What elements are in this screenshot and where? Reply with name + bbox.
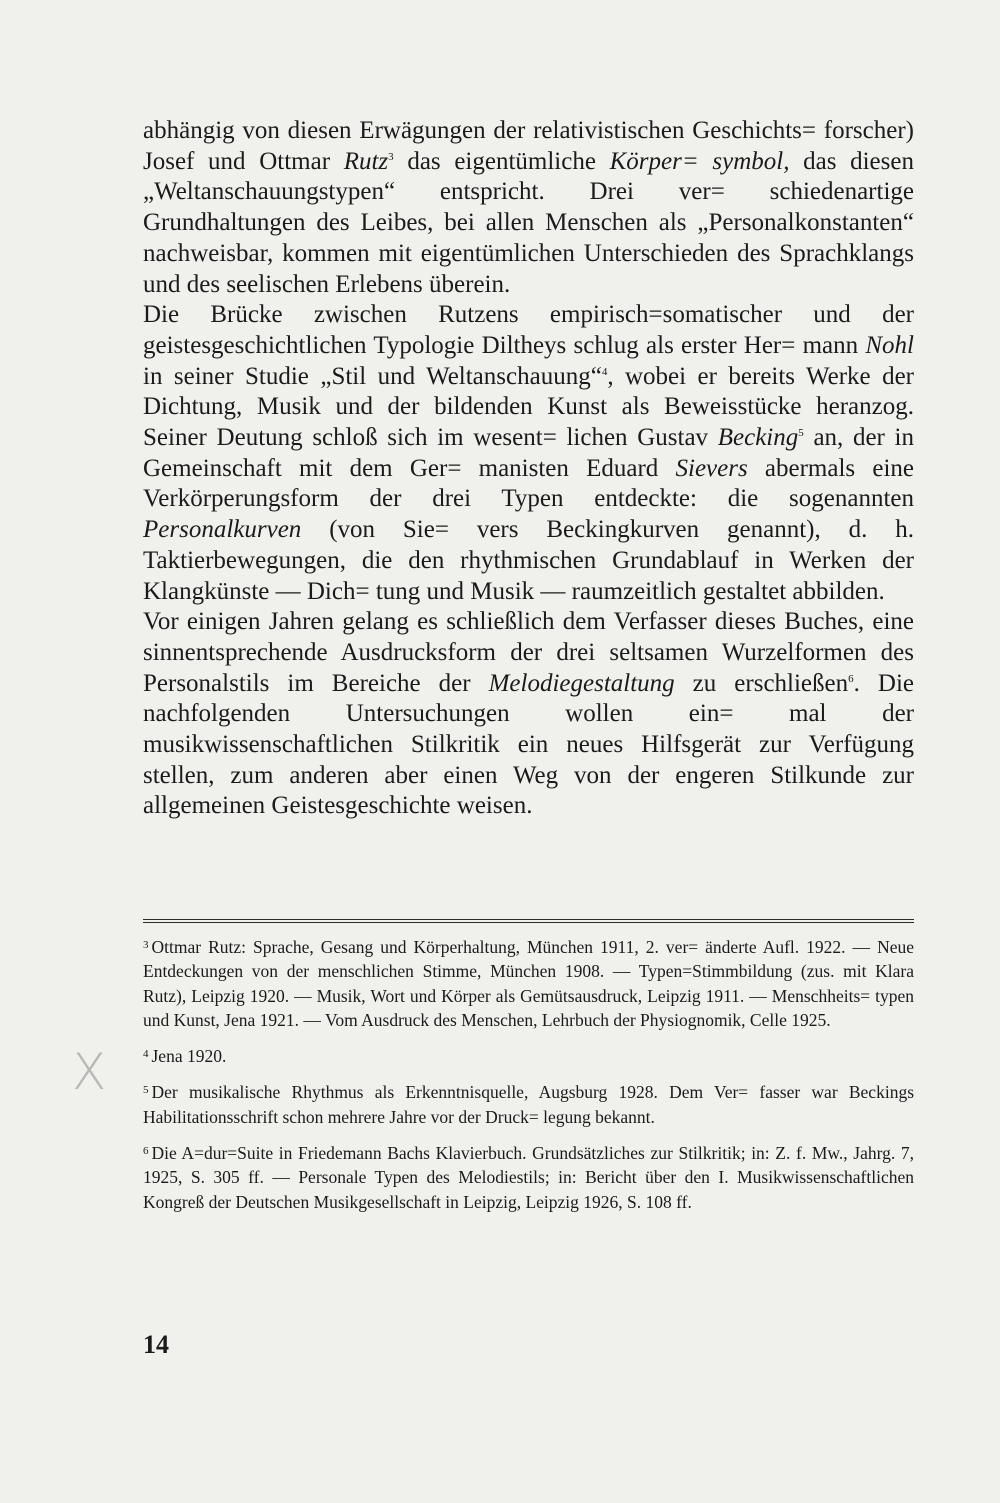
text-run: , wobei er bereits Werke der Dichtung, Musik und der bildenden Kunst als Beweisstücke heranzog. Seiner Deutung schloß sich im wesent= lichen Gustav — [143, 362, 914, 452]
text-run: Die Brücke zwischen Rutzens empirisch=somatischer und der geistesgeschichtlichen Typologie Diltheys schlug als erster Her= mann — [143, 301, 914, 359]
text-run: an, der in Gemeinschaft mit dem Ger= manisten Eduard — [143, 424, 915, 482]
footnotes — [143, 933, 914, 1224]
text-run: Vor einigen Jahren gelang es schließlich dem Verfasser dieses Buches, eine sinnentsprechende Ausdrucksform der drei seltsamen Wurzelformen des Personalstils im Bereiche der — [143, 608, 914, 697]
text-run: zu erschließen — [674, 669, 849, 697]
footnote-text: Jena 1920. — [151, 1046, 227, 1067]
footnote-number: 3 — [143, 939, 149, 951]
footnote-ref[interactable]: 5 — [798, 427, 804, 440]
page-number: 14 — [143, 1330, 169, 1359]
text-run: abhängig von diesen Erwägungen der relativistischen Geschichts= forscher) Josef und Ottmar — [143, 117, 914, 175]
footnote-3 — [143, 933, 914, 1032]
footnote-ref[interactable]: 6 — [848, 672, 854, 685]
text-run: abermals eine Verkörperungsform der drei Typen entdeckte: die sogenannten — [143, 454, 914, 513]
text-run: das diesen „Weltanschauungstypen“ entspricht. Drei ver= schiedenartige Grundhaltungen des Leibes, bei allen Menschen als „Personalkonstanten“ nachweisbar, kommen mit eigentümlichen Unterschieden des Sprachklangs und des seelischen Erlebens überein. — [143, 147, 914, 298]
emphasis: Nohl — [865, 331, 914, 359]
emphasis: Personalkurven — [143, 516, 302, 544]
text-run: . Die nachfolgenden Untersuchungen wollen ein= mal der musikwissenschaftlichen Stilkritik ein neues Hilfsgerät zur Verfügung stellen, zum anderen aber einen Weg von der engeren Stilkunde zur allgemeinen Geistesgeschichte weisen. — [143, 669, 914, 820]
footnote-text: Ottmar Rutz: Sprache, Gesang und Körperhaltung, München 1911, 2. ver= änderte Aufl. 1922. — Neue Entdeckungen von der menschlichen Stimme, München 1908. — Typen=Stimmbildung (zus. mit Klara Rutz), Leipzig 1920. — Musik, Wort und Körper als Gemütsausdruck, Leipzig 1911. — Menschheits= typen und Kunst, Jena 1921. — Vom Ausdruck des Menschen, Lehrbuch der Physiognomik, Celle 1925. — [143, 937, 914, 1030]
footnote-ref[interactable]: 4 — [601, 365, 608, 378]
paragraph-3 — [143, 607, 914, 822]
paragraph-1 — [143, 116, 914, 300]
footnote-5 — [143, 1078, 914, 1129]
emphasis: Sievers — [675, 454, 748, 482]
emphasis: Rutz — [343, 147, 389, 175]
footnote-text: Die A=dur=Suite in Friedemann Bachs Klavierbuch. Grundsätzliches zur Stilkritik; in: Z. f. Mw., Jahrg. 7, 1925, S. 305 ff. — Personale Typen des Melodiestils; in: Bericht über den I. Musikwissenschaftlichen Kongreß der Deutschen Musikgesellschaft in Leipzig, Leipzig 1926, S. 108 ff. — [143, 1143, 914, 1212]
footnote-6 — [143, 1139, 914, 1214]
text-run: das eigentümliche — [393, 147, 610, 175]
footnote-ref[interactable]: 3 — [388, 150, 394, 163]
paragraph-2 — [143, 300, 914, 607]
footnote-text: Der musikalische Rhythmus als Erkenntnisquelle, Augsburg 1928. Dem Ver= fasser war Beckings Habilitationsschrift schon mehrere Jahre vor der Druck= legung bekannt. — [143, 1082, 914, 1127]
main-text — [143, 116, 914, 822]
emphasis: Becking — [717, 424, 799, 452]
text-run: (von Sie= vers Beckingkurven genannt), d. h. Taktierbewegungen, die den rhythmischen Grundablauf in Werken der Klangkünste — Dich= tung und Musik — raumzeitlich gestaltet abbilden. — [143, 516, 914, 605]
pencil-margin-mark: X — [72, 1043, 107, 1101]
text-run: in seiner Studie „Stil und Weltanschauung“ — [143, 362, 602, 390]
footnote-divider — [143, 919, 914, 920]
emphasis: Melodiegestaltung — [488, 669, 675, 697]
footnote-divider-inner — [143, 922, 914, 923]
footnote-number: 5 — [143, 1084, 149, 1097]
footnote-number: 6 — [143, 1145, 149, 1158]
emphasis: Körper= symbol, — [609, 147, 790, 175]
footnote-4 — [143, 1042, 914, 1068]
footnote-number: 4 — [143, 1048, 149, 1061]
